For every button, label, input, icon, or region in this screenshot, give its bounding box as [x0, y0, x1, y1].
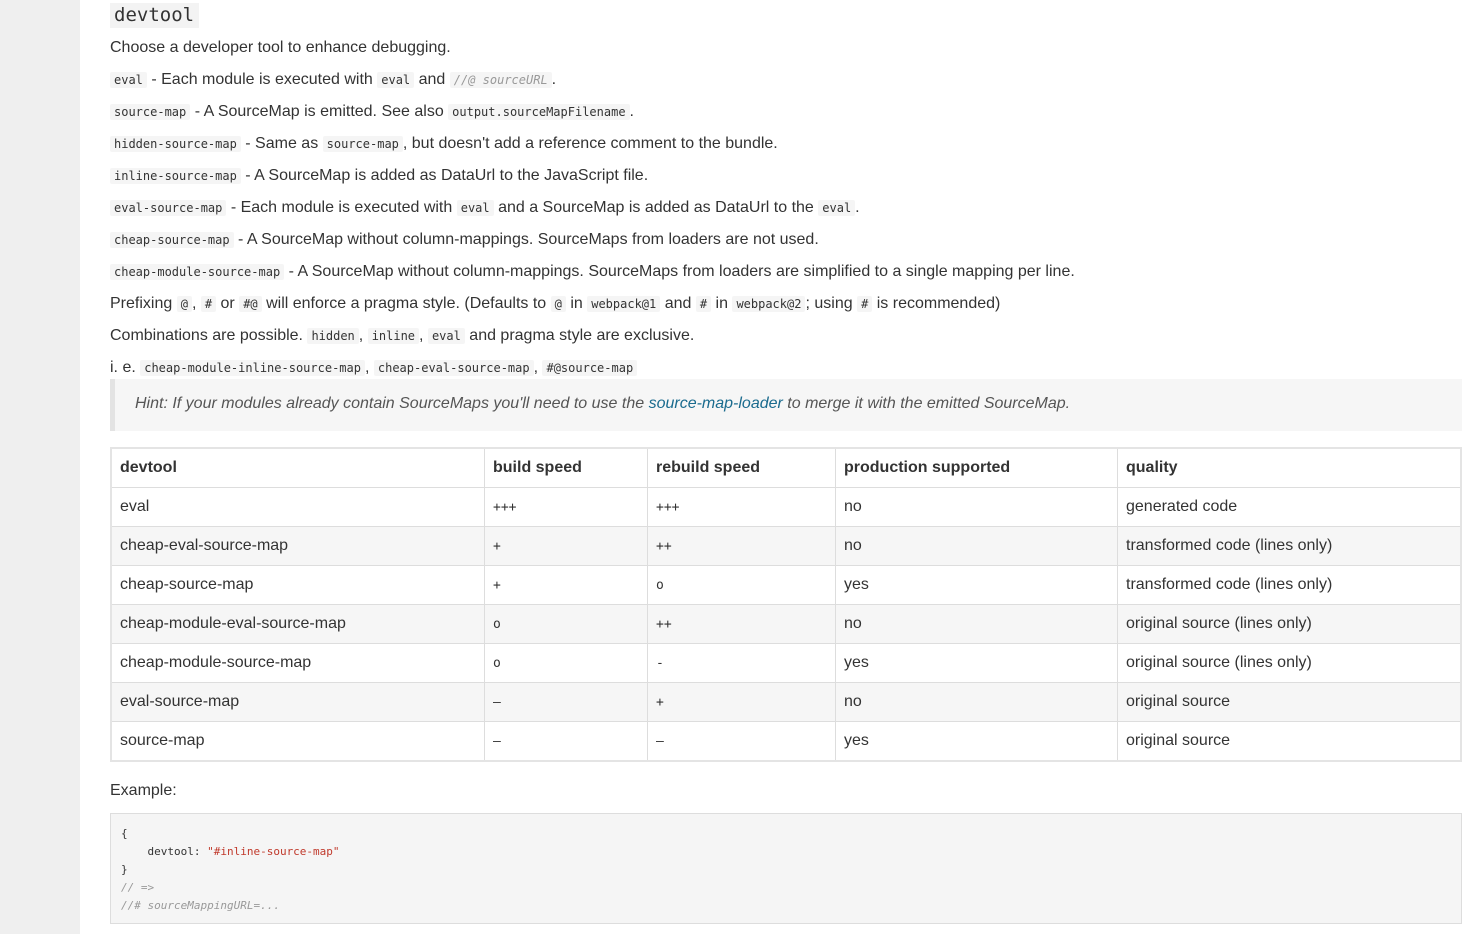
cell-rebuild-speed: ++ — [648, 527, 836, 566]
cell-devtool: eval-source-map — [111, 683, 485, 722]
inline-code: @ — [177, 296, 192, 312]
cell-production: yes — [836, 644, 1118, 683]
option-desc: - A SourceMap without column-mappings. SourceMaps from loaders are simplified to a single mapping per line. — [284, 263, 1075, 280]
option-desc: - A SourceMap is emitted. See also — [190, 103, 449, 120]
inline-code: eval — [457, 200, 494, 216]
text: Prefixing — [110, 295, 177, 312]
cell-production: yes — [836, 722, 1118, 762]
inline-code: # — [857, 296, 872, 312]
option-code: cheap-module-source-map — [110, 264, 284, 280]
text: , — [358, 327, 368, 344]
cell-build-speed: – — [485, 722, 648, 762]
inline-code: #@source-map — [542, 360, 637, 376]
cell-production: yes — [836, 566, 1118, 605]
text: , — [191, 295, 201, 312]
option-inline-source-map — [110, 166, 648, 186]
option-code: eval-source-map — [110, 200, 226, 216]
cell-production: no — [836, 683, 1118, 722]
code-line: { — [121, 827, 128, 840]
text: to merge it with the emitted SourceMap. — [782, 395, 1071, 412]
option-eval — [110, 70, 556, 90]
devtool-comparison-table — [110, 447, 1462, 762]
left-gutter — [0, 0, 80, 934]
inline-code: output.sourceMapFilename — [448, 104, 629, 120]
inline-code: #@ — [239, 296, 261, 312]
option-cheap-module-source-map — [110, 262, 1075, 282]
inline-code: @ — [551, 296, 566, 312]
text: will enforce a pragma style. (Defaults to — [261, 295, 551, 312]
code-comment: // => — [121, 881, 155, 894]
inline-code: hidden — [307, 328, 358, 344]
option-hidden-source-map — [110, 134, 778, 154]
cell-devtool: eval — [111, 488, 485, 527]
section-heading: devtool — [110, 3, 199, 28]
cell-rebuild-speed: – — [648, 722, 836, 762]
text: and pragma style are exclusive. — [464, 327, 695, 344]
intro-text: Choose a developer tool to enhance debugging. — [110, 39, 451, 56]
cell-quality: generated code — [1118, 488, 1462, 527]
option-code: source-map — [110, 104, 190, 120]
example-label: Example: — [110, 782, 177, 799]
cell-devtool: source-map — [111, 722, 485, 762]
text: in — [711, 295, 733, 312]
table-header-row — [111, 448, 1461, 488]
text: ; using — [805, 295, 858, 312]
cell-devtool: cheap-module-source-map — [111, 644, 485, 683]
table-row — [111, 566, 1461, 605]
hint-blockquote — [110, 379, 1462, 431]
code-key: devtool: — [121, 845, 208, 858]
inline-code: cheap-eval-source-map — [374, 360, 534, 376]
table-row — [111, 527, 1461, 566]
option-desc: - A SourceMap is added as DataUrl to the JavaScript file. — [240, 167, 649, 184]
text: , — [364, 359, 374, 376]
cell-build-speed: + — [485, 527, 648, 566]
cell-rebuild-speed: ++ — [648, 605, 836, 644]
cell-rebuild-speed: +++ — [648, 488, 836, 527]
option-code: inline-source-map — [110, 168, 241, 184]
text: Combinations are possible. — [110, 327, 308, 344]
cell-quality: original source — [1118, 683, 1462, 722]
header-rebuild-speed: rebuild speed — [648, 448, 836, 488]
inline-code: webpack@2 — [732, 296, 805, 312]
cell-production: no — [836, 527, 1118, 566]
cell-production: no — [836, 605, 1118, 644]
option-eval-source-map — [110, 198, 860, 218]
inline-code: source-map — [323, 136, 403, 152]
table-row — [111, 722, 1461, 762]
table-row — [111, 644, 1461, 683]
cell-quality: original source — [1118, 722, 1462, 762]
option-desc: . — [855, 199, 860, 216]
inline-code: eval — [428, 328, 465, 344]
code-string: "#inline-source-map" — [207, 845, 340, 858]
text: Hint: If your modules already contain SourceMaps you'll need to use the — [135, 395, 649, 412]
cell-quality: transformed code (lines only) — [1118, 527, 1462, 566]
cell-production: no — [836, 488, 1118, 527]
inline-code: eval — [818, 200, 855, 216]
option-code: hidden-source-map — [110, 136, 241, 152]
cell-devtool: cheap-module-eval-source-map — [111, 605, 485, 644]
inline-code: # — [201, 296, 216, 312]
text: , — [419, 327, 428, 344]
source-map-loader-link[interactable]: source-map-loader — [648, 395, 783, 412]
header-build-speed: build speed — [485, 448, 648, 488]
table-row — [111, 683, 1461, 722]
cell-rebuild-speed: - — [648, 644, 836, 683]
code-example-block — [110, 813, 1462, 924]
code-comment: //# sourceMappingURL=... — [121, 899, 280, 912]
code-line: } — [121, 863, 128, 876]
cell-devtool: cheap-eval-source-map — [111, 527, 485, 566]
ie-text — [110, 358, 637, 378]
cell-rebuild-speed: + — [648, 683, 836, 722]
table-row — [111, 488, 1461, 527]
option-desc: - A SourceMap without column-mappings. SourceMaps from loaders are not used. — [233, 231, 819, 248]
prefixing-text — [110, 294, 1000, 314]
inline-code: webpack@1 — [587, 296, 660, 312]
cell-quality: original source (lines only) — [1118, 605, 1462, 644]
text: is recommended) — [872, 295, 1001, 312]
hint-text — [135, 395, 1070, 413]
cell-quality: transformed code (lines only) — [1118, 566, 1462, 605]
option-desc: . — [551, 71, 557, 88]
option-desc: - Each module is executed with — [226, 199, 457, 216]
header-devtool: devtool — [111, 448, 485, 488]
inline-code: inline — [368, 328, 419, 344]
option-desc: . — [629, 103, 634, 120]
option-desc: - Same as — [240, 135, 323, 152]
cell-build-speed: o — [485, 644, 648, 683]
text: in — [565, 295, 588, 312]
text: i. e. — [110, 359, 141, 376]
inline-code: # — [696, 296, 711, 312]
header-quality: quality — [1118, 448, 1462, 488]
inline-code: cheap-module-inline-source-map — [140, 360, 365, 376]
option-code: eval — [110, 72, 147, 88]
option-desc: and a SourceMap is added as DataUrl to the — [493, 199, 819, 216]
option-desc: - Each module is executed with — [146, 71, 378, 88]
header-production-supported: production supported — [836, 448, 1118, 488]
cell-build-speed: +++ — [485, 488, 648, 527]
cell-devtool: cheap-source-map — [111, 566, 485, 605]
option-desc: and — [414, 71, 450, 88]
option-desc: , but doesn't add a reference comment to the bundle. — [402, 135, 778, 152]
table-row — [111, 605, 1461, 644]
cell-build-speed: o — [485, 605, 648, 644]
inline-code: //@ sourceURL — [450, 72, 552, 88]
option-source-map — [110, 102, 634, 122]
text: , — [533, 359, 543, 376]
inline-code: eval — [377, 72, 414, 88]
cell-build-speed: + — [485, 566, 648, 605]
cell-rebuild-speed: o — [648, 566, 836, 605]
combinations-text — [110, 326, 694, 346]
option-code: cheap-source-map — [110, 232, 234, 248]
option-cheap-source-map — [110, 230, 819, 250]
text: or — [216, 295, 240, 312]
text: and — [660, 295, 696, 312]
cell-build-speed: – — [485, 683, 648, 722]
cell-quality: original source (lines only) — [1118, 644, 1462, 683]
